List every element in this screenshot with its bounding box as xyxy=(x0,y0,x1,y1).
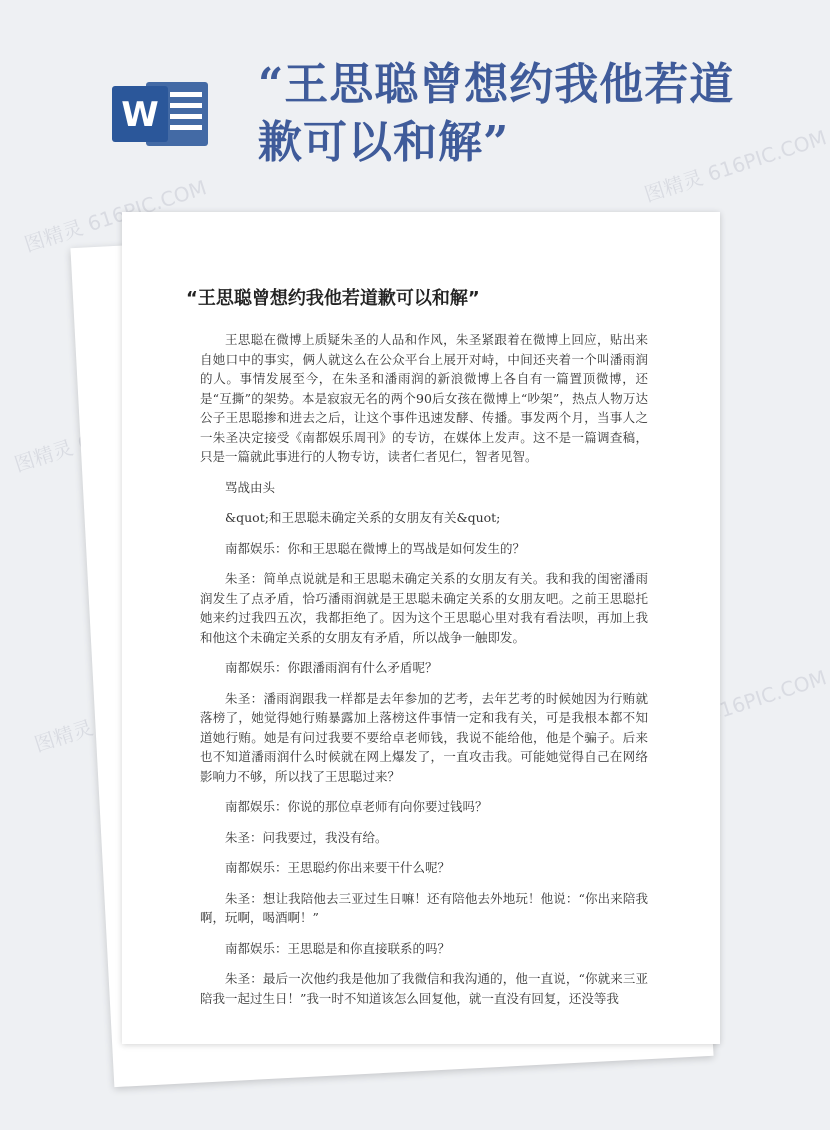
document-title: “王思聪曾想约我他若道歉可以和解” xyxy=(186,288,480,309)
document-body xyxy=(200,330,648,1019)
watermark: 图精灵 xyxy=(11,435,76,477)
paragraph: 南都娱乐：你说的那位卓老师有向你要过钱吗？ xyxy=(225,799,488,814)
paragraph: 南都娱乐：王思聪约你出来要干什么呢？ xyxy=(225,860,451,875)
watermark: 图精灵 616PIC.COM xyxy=(21,175,210,257)
paragraph: 朱圣：潘雨润跟我一样都是去年参加的艺考，去年艺考的时候她因为行贿就落榜了，她觉得她行贿暴露加上落榜这件事情一定和我有关，可是我根本都不知道她行贿。她是有问过我要不要给卓老师钱，我说不能给他，他是个骗子。后来也不知道潘雨润什么时候就在网上爆发了，一直攻击我。可能她觉得自己在网络影响力不够，所以找了王思聪过来？ xyxy=(200,690,648,784)
paragraph: 南都娱乐：王思聪是和你直接联系的吗？ xyxy=(225,940,451,956)
section-heading: 骂战由头 xyxy=(225,479,276,495)
header-title: “王思聪曾想约我他若道歉可以和解” xyxy=(258,59,735,168)
word-document-icon xyxy=(112,78,212,150)
paragraph: 朱圣：最后一次他约我是他加了我微信和我沟通的，他一直说，“你就来三亚陪我一起过生日！”我一时不知道该怎么回复他，就一直没有回复，还没等我 xyxy=(200,971,648,1006)
paragraph: 王思聪在微博上质疑朱圣的人品和作风，朱圣紧跟着在微博上回应，贴出来自她口中的事实，俩人就这么在公众平台上展开对峙，中间还夹着一个叫潘雨润的人。事情发展至今，在朱圣和潘雨润的新浪微博上各自有一篇置顶微博，还是“互撕”的架势。本是寂寂无名的两个90后女孩在微博上“吵架”，热点人物万达公子王思聪掺和进去之后，让这个事件迅速发酵、传播。事发两个月，当事人之一朱圣决定接受《南都娱乐周刊》的专访，在媒体上发声。这不是一篇调查稿，只是一篇就此事进行的人物专访，读者仁者见仁，智者见智。 xyxy=(200,332,648,464)
paragraph: 南都娱乐：你和王思聪在微博上的骂战是如何发生的？ xyxy=(225,540,526,556)
paragraph: 朱圣：问我要过，我没有给。 xyxy=(225,829,388,845)
document-page xyxy=(122,212,720,1044)
paragraph: 朱圣：想让我陪他去三亚过生日嘛！还有陪他去外地玩！他说：“你出来陪我啊，玩啊，喝酒啊！” xyxy=(200,890,648,925)
watermark: 图精灵 616PIC.COM xyxy=(641,665,830,747)
section-subheading: &quot;和王思聪未确定关系的女朋友有关&quot; xyxy=(225,510,501,525)
paragraph: 朱圣：简单点说就是和王思聪未确定关系的女朋友有关。我和我的闺密潘雨润发生了点矛盾，恰巧潘雨润就是王思聪未确定关系的女朋友吧。之前王思聪托她来约过我四五次，我都拒绝了。因为这个王思聪心里对我有看法呗，再加上我和他这个未确定关系的女朋友有矛盾，所以战争一触即发。 xyxy=(200,571,648,645)
paragraph: 南都娱乐：你跟潘雨润有什么矛盾呢？ xyxy=(225,660,438,675)
svg-text:W: W xyxy=(121,95,159,135)
watermark: 图精灵 616PIC.COM xyxy=(641,125,830,207)
watermark: 图精灵 xyxy=(31,715,96,757)
